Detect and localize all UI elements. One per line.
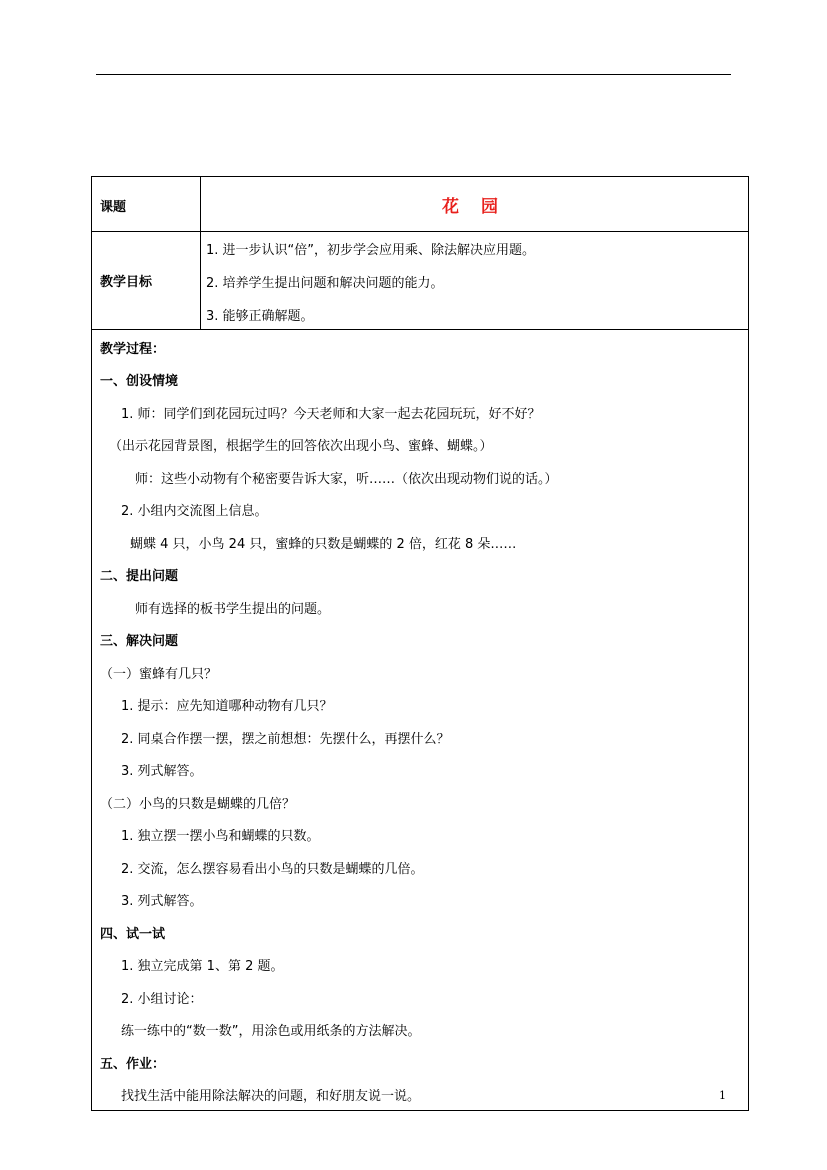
section-title: 一、创设情境	[100, 374, 179, 389]
process-line: 2. 小组讨论：	[121, 992, 203, 1007]
process-line: 2. 小组内交流图上信息。	[121, 504, 268, 519]
goal-item: 1. 进一步认识“倍”，初步学会应用乘、除法解决应用题。	[206, 243, 536, 258]
process-line: 练一练中的“数一数”，用涂色或用纸条的方法解决。	[121, 1024, 421, 1039]
section-title: 二、提出问题	[100, 569, 179, 584]
process-line: 蝴蝶 4 只，小鸟 24 只，蜜蜂的只数是蝴蝶的 2 倍，红花 8 朵……	[130, 537, 517, 552]
process-line: 1. 提示：应先知道哪种动物有几只？	[121, 699, 333, 714]
process-line: 1. 独立完成第 1、第 2 题。	[121, 959, 284, 974]
lesson-plan-table	[91, 176, 749, 1111]
goal-item: 2. 培养学生提出问题和解决问题的能力。	[206, 276, 444, 291]
lesson-title: 花 园	[442, 197, 506, 217]
process-line: 1. 独立摆一摆小鸟和蝴蝶的只数。	[121, 829, 320, 844]
process-line: 3. 列式解答。	[121, 764, 203, 779]
row-divider	[92, 329, 748, 330]
header-rule	[96, 74, 731, 75]
process-line: 2. 同桌合作摆一摆，摆之前想想：先摆什么，再摆什么？	[121, 732, 450, 747]
section-title: 五、作业：	[100, 1057, 166, 1072]
page-number: 1	[719, 1089, 726, 1102]
goals-label: 教学目标	[100, 275, 153, 290]
goal-item: 3. 能够正确解题。	[206, 309, 314, 324]
section-title: 三、解决问题	[100, 634, 179, 649]
process-line: 3. 列式解答。	[121, 894, 203, 909]
topic-label: 课题	[100, 200, 127, 215]
process-line: 师：这些小动物有个秘密要告诉大家，听……（依次出现动物们说的话。）	[135, 472, 558, 487]
row-divider	[92, 231, 748, 232]
section-title: 四、试一试	[100, 927, 166, 942]
subsection-title: （一）蜜蜂有几只？	[100, 667, 218, 682]
process-heading: 教学过程：	[100, 342, 166, 357]
subsection-title: （二）小鸟的只数是蝴蝶的几倍？	[100, 797, 296, 812]
process-line: （出示花园背景图，根据学生的回答依次出现小鸟、蜜蜂、蝴蝶。）	[109, 439, 493, 454]
process-line: 1. 师：同学们到花园玩过吗？今天老师和大家一起去花园玩玩，好不好？	[121, 407, 541, 422]
process-line: 2. 交流，怎么摆容易看出小鸟的只数是蝴蝶的几倍。	[121, 862, 424, 877]
process-line: 找找生活中能用除法解决的问题，和好朋友说一说。	[121, 1089, 421, 1104]
process-line: 师有选择的板书学生提出的问题。	[135, 602, 331, 617]
